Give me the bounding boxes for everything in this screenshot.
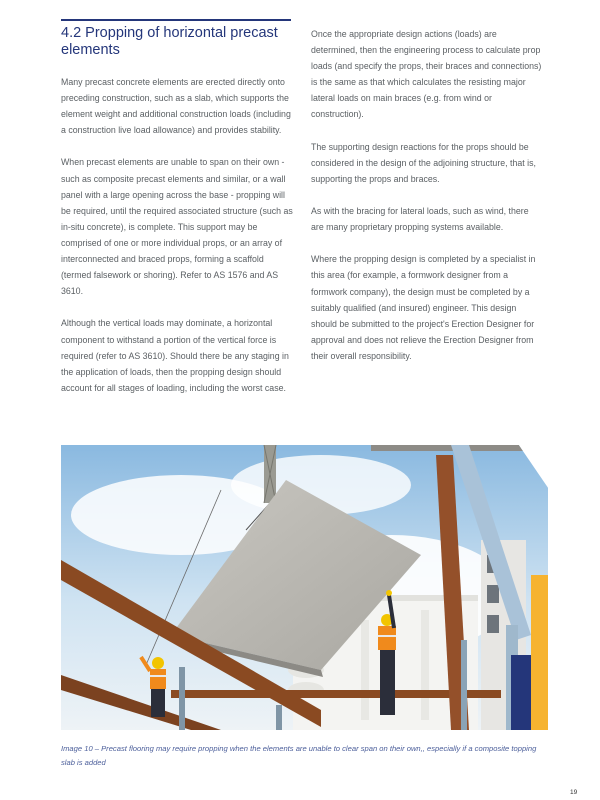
paragraph: The supporting design reactions for the props should be considered in the design of the adjoining structure, that is, supporting the props and braces. [311, 141, 536, 184]
section-heading: 4.2 Propping of horizontal precast elements [61, 25, 278, 58]
heading-rule [61, 19, 291, 21]
page-number: 19 [570, 789, 578, 796]
image-caption: Image 10 – Precast flooring may require propping when the elements are unable to clear span on their own,, especially if a composite topping slab is added [61, 744, 537, 767]
paragraph: As with the bracing for lateral loads, such as wind, there are many proprietary propping systems available. [311, 206, 529, 233]
paragraph: Although the vertical loads may dominate, a horizontal component to withstand a portion of the vertical force is required (refer to AS 3610). Should there be any staging in the application of loads, then the propping design should account for all stages of loading, including the worst case. [61, 318, 289, 393]
paragraph: Where the propping design is completed by a specialist in this area (for example, a formwork designer from a formwork company), the design must be completed by a suitably qualified (and insured) engineer. This design should be submitted to the project's Erection Designer for approval and does not relieve the Erection Designer from their overall responsibility. [311, 254, 536, 361]
construction-photo [61, 445, 548, 730]
left-column [61, 74, 293, 412]
paragraph: Once the appropriate design actions (loads) are determined, then the engineering process to calculate prop loads (and specify the props, their braces and connections) is the same as that which calculates the resisting major lateral loads on main braces (e.g. from wind or construction). [311, 29, 542, 120]
paragraph: When precast elements are unable to span on their own - such as composite precast elements and similar, or a wall panel with a large opening across the base - propping will be required, until the required associated structure (such as in-situ concrete), is complete. This support may be comprised of one or more individual props, or an array of interconnected and braced props, forming a scaffold (termed falsework or shoring). Refer to AS 1576 and AS 3610. [61, 157, 293, 297]
right-column [311, 26, 543, 380]
paragraph: Many precast concrete elements are erected directly onto preceding construction, such as a slab, which supports the element weight and additional construction loads (including a construction live load allowance) and provides stability. [61, 77, 291, 136]
accent-bar-navy [511, 655, 531, 730]
accent-bar-yellow [531, 575, 548, 730]
